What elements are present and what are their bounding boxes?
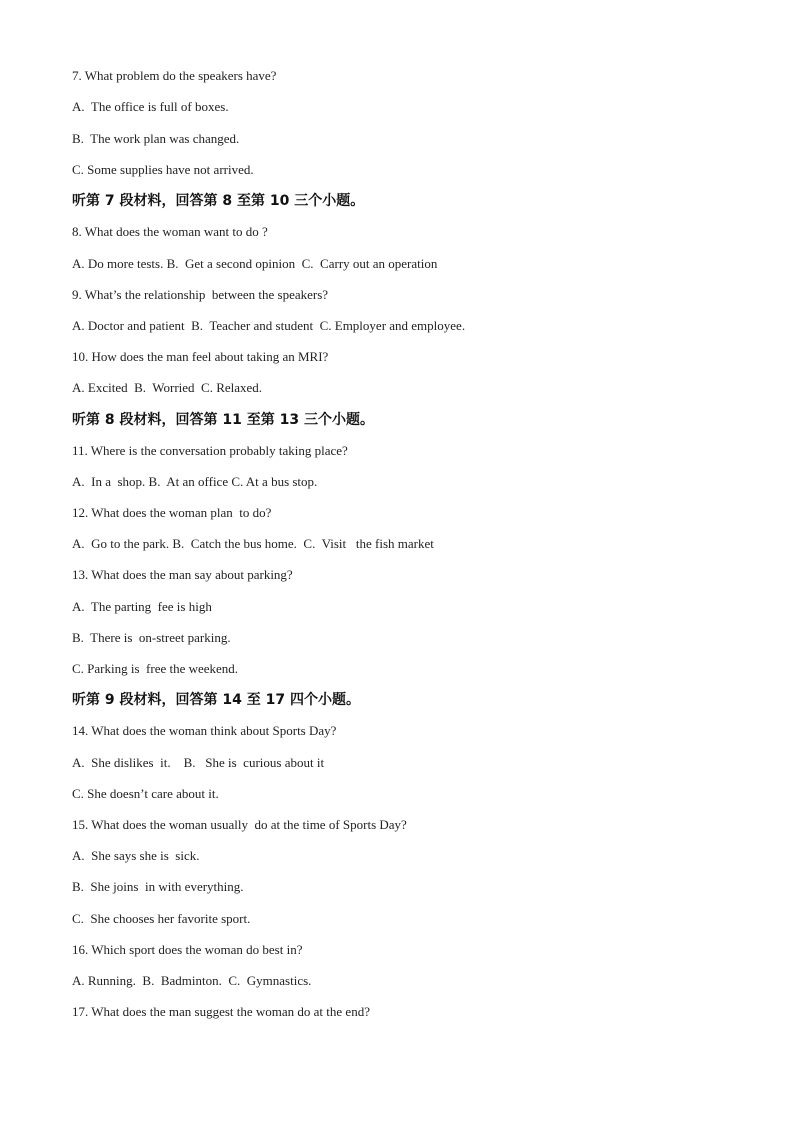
option-line: C. Some supplies have not arrived. [72,162,254,177]
question-11: 11. Where is the conversation probably taking place? [72,443,348,458]
option-line: B. She joins in with everything. [72,879,244,894]
option-line: A. She dislikes it. B. She is curious about it [72,755,325,770]
question-9: 9. What’s the relationship between the speakers? [72,287,329,302]
option-line: A. Go to the park. B. Catch the bus home. C. Visit the fish market [72,536,434,551]
option-line: A. She says she is sick. [72,848,200,863]
question-14: 14. What does the woman think about Sports Day? [72,723,337,738]
question-16: 16. Which sport does the woman do best in? [72,942,303,957]
question-10: 10. How does the man feel about taking an MRI? [72,349,329,364]
option-line: C. Parking is free the weekend. [72,661,239,676]
question-13: 13. What does the man say about parking? [72,567,293,582]
section-heading-7: 听第 7 段材料，回答第 8 至第 10 三个小题。 [72,193,365,209]
option-line: B. The work plan was changed. [72,131,240,146]
option-line: B. There is on-street parking. [72,630,231,645]
option-line: C. She chooses her favorite sport. [72,911,251,926]
option-line: A. Do more tests. B. Get a second opinion C. Carry out an operation [72,256,438,271]
section-heading-9: 听第 9 段材料，回答第 14 至 17 四个小题。 [72,692,360,708]
question-15: 15. What does the woman usually do at the time of Sports Day? [72,817,407,832]
option-line: A. Running. B. Badminton. C. Gymnastics. [72,973,312,988]
question-17: 17. What does the man suggest the woman do at the end? [72,1004,370,1019]
option-line: A. In a shop. B. At an office C. At a bus stop. [72,474,318,489]
option-line: A. The office is full of boxes. [72,99,229,114]
question-7: 7. What problem do the speakers have? [72,68,277,83]
question-12: 12. What does the woman plan to do? [72,505,272,520]
question-8: 8. What does the woman want to do ? [72,224,268,239]
option-line: A. Excited B. Worried C. Relaxed. [72,380,263,395]
option-line: C. She doesn’t care about it. [72,786,219,801]
option-line: A. Doctor and patient B. Teacher and student C. Employer and employee. [72,318,466,333]
section-heading-8: 听第 8 段材料，回答第 11 至第 13 三个小题。 [72,412,374,428]
option-line: A. The parting fee is high [72,599,212,614]
